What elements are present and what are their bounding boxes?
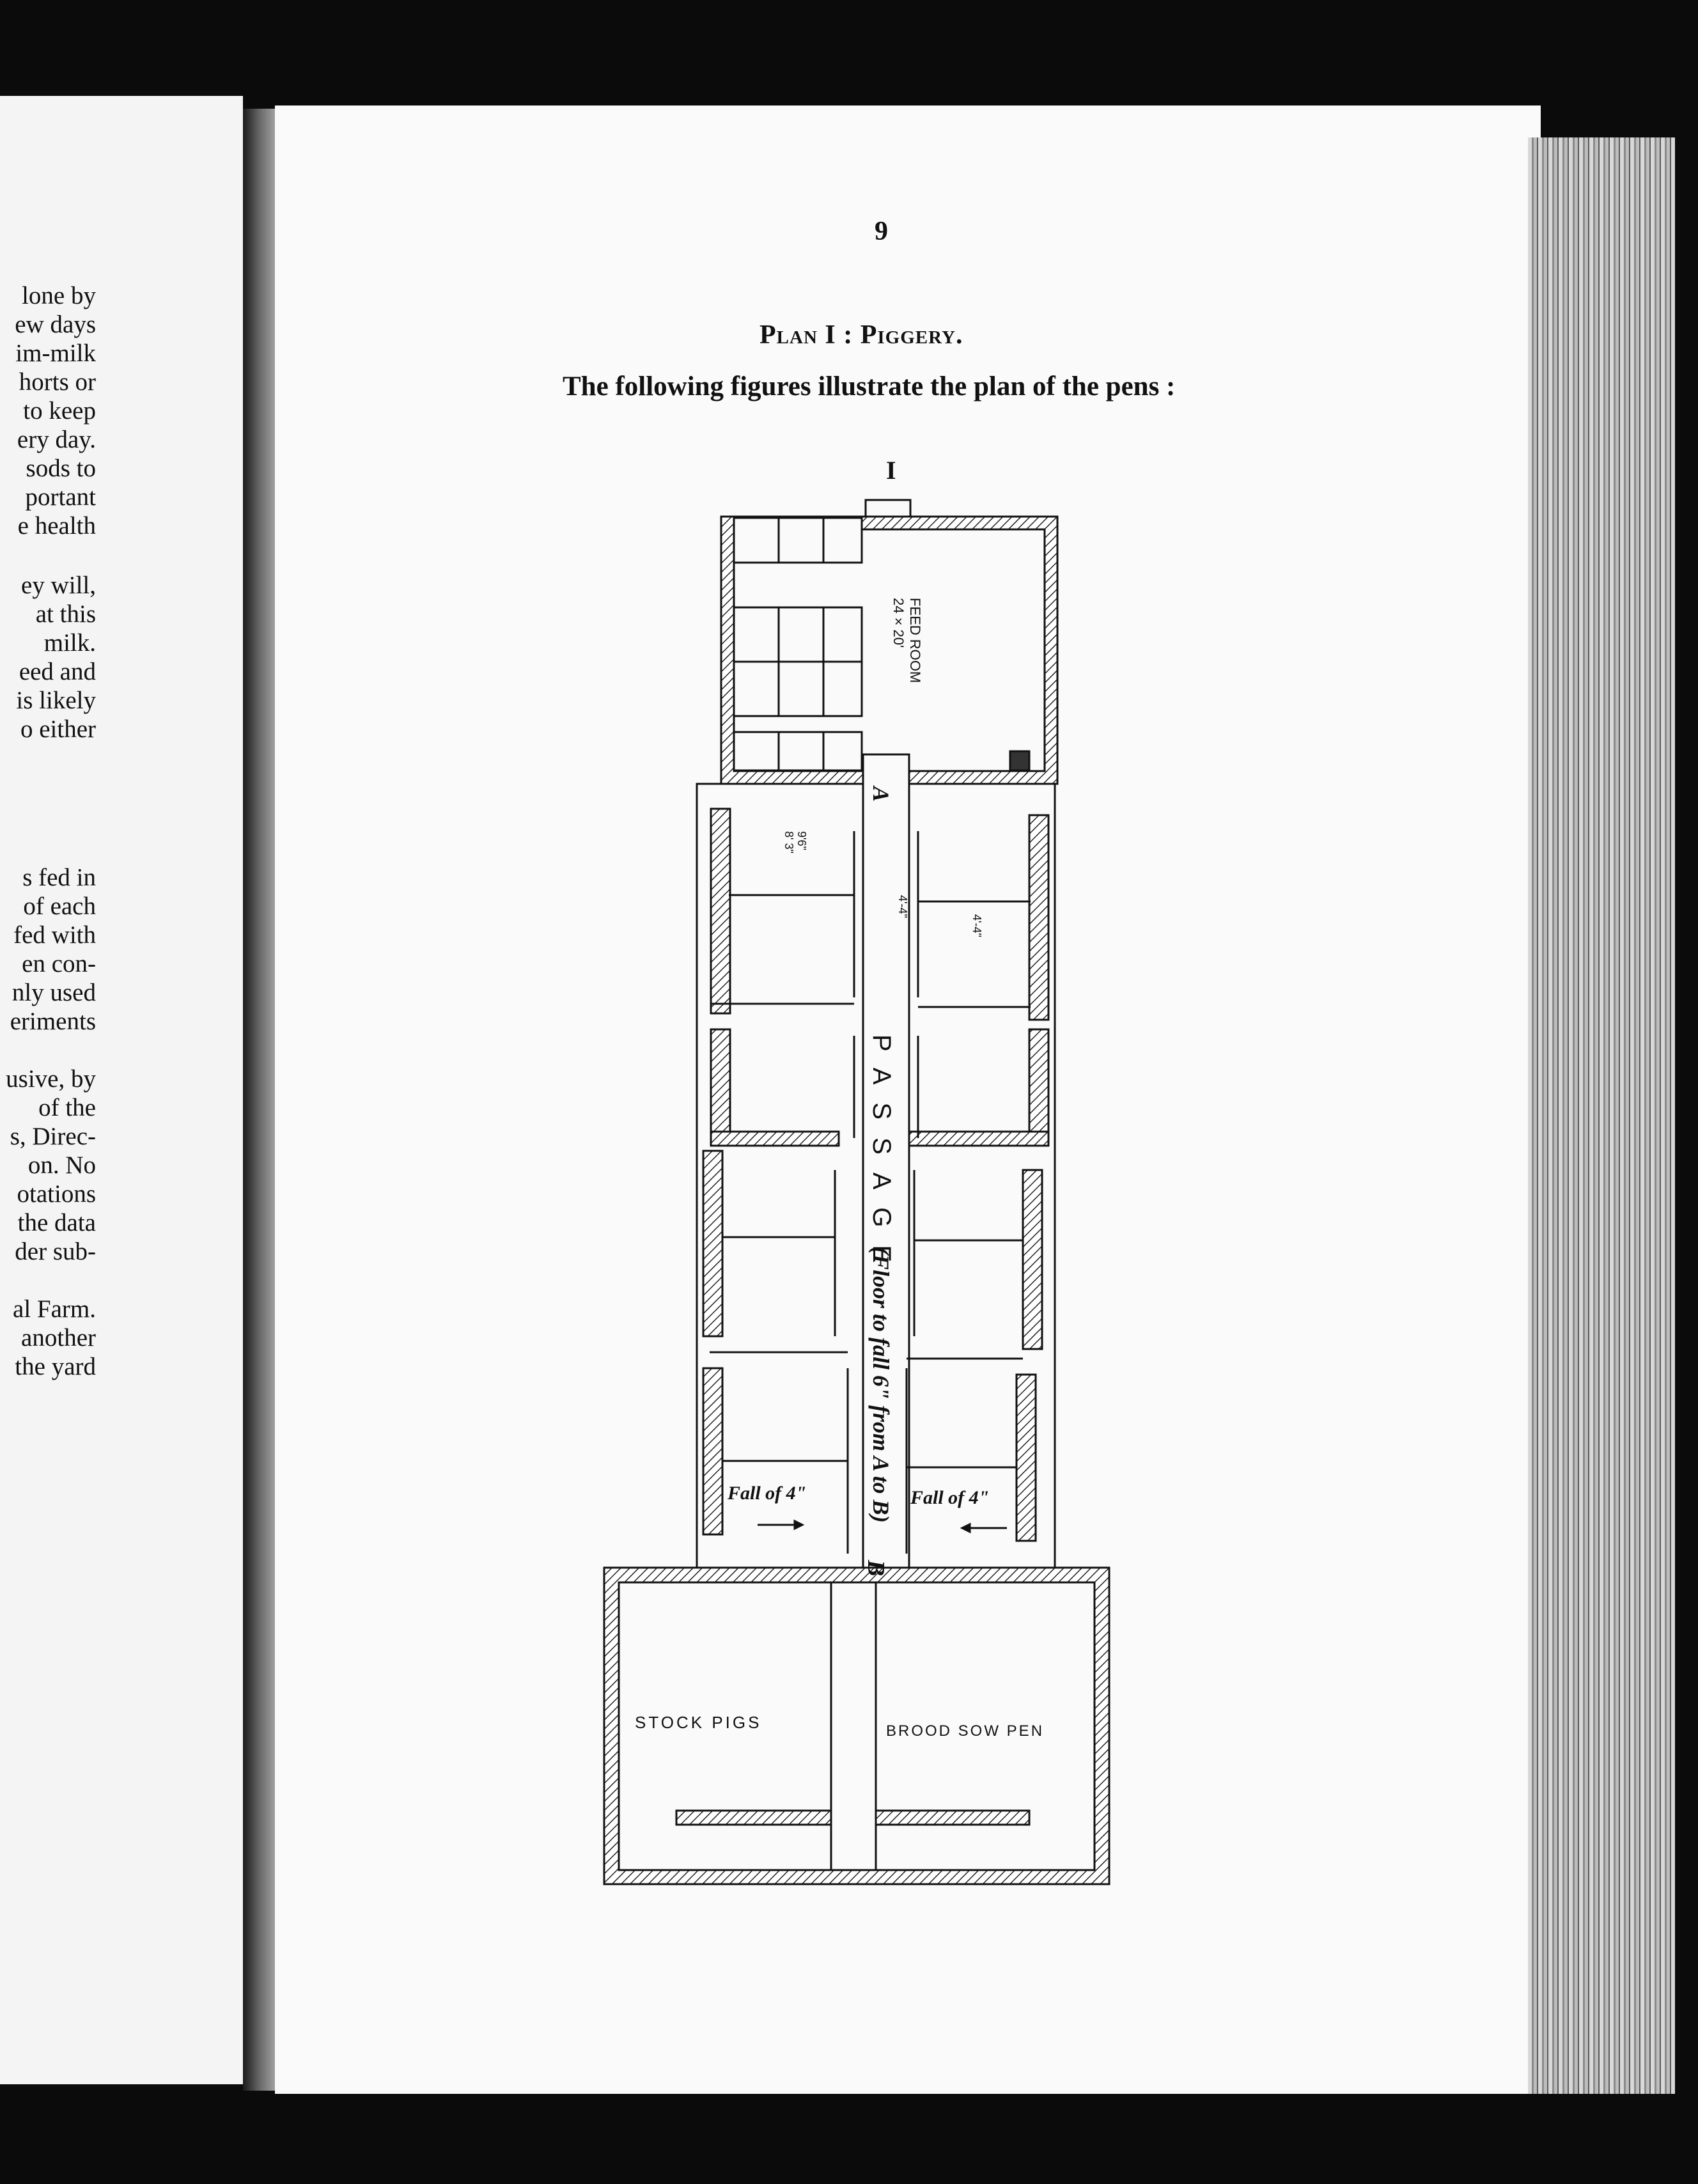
left-page-line: usive, by [6, 1065, 96, 1093]
point-a-label: A [868, 786, 894, 802]
left-page-line: otations [17, 1180, 96, 1208]
left-page-line: lone by [22, 282, 96, 309]
left-page-line: o either [20, 715, 96, 743]
left-page-line: is likely [16, 687, 96, 714]
left-page-line: the data [17, 1209, 96, 1236]
left-page-line: horts or [19, 368, 96, 396]
plan-title: Plan I : Piggery. [759, 320, 963, 350]
left-page-line: sods to [26, 455, 96, 482]
fall-left-label: Fall of 4" [728, 1483, 807, 1504]
left-page-line: at this [35, 600, 96, 628]
left-page-line: milk. [43, 629, 96, 657]
left-page-line: en con- [22, 950, 96, 978]
left-page-line: s, Direc- [10, 1123, 96, 1150]
left-page-line: al Farm. [13, 1295, 96, 1323]
left-page-line: on. No [27, 1151, 96, 1179]
left-page-line: der sub- [15, 1238, 96, 1265]
point-b-label: B [862, 1560, 889, 1577]
fall-right-label: Fall of 4" [910, 1487, 990, 1508]
pen-dims-a: 9'6" [795, 831, 808, 850]
passage-note: (Floor to fall 6" from A to B) [868, 1247, 894, 1523]
left-page-line: portant [25, 483, 96, 511]
trough-dims-a: 4'-4" [896, 895, 909, 918]
left-page-line: im-milk [15, 339, 96, 367]
plan-walls [604, 500, 1109, 1884]
left-page-line: of the [38, 1094, 96, 1121]
left-page-line: fed with [13, 921, 96, 949]
pen-dims-b: 8' 3" [783, 831, 795, 854]
figure-caption: The following figures illustrate the plan of the pens : [563, 371, 1176, 402]
feed-room-size: 24 × 20' [891, 598, 907, 648]
left-page-line: eed and [19, 658, 96, 685]
left-page-line: ey will, [21, 572, 96, 599]
left-page-line: nly used [12, 979, 96, 1006]
left-page-line: ew days [15, 311, 96, 338]
feed-room-label: FEED ROOM [907, 598, 923, 683]
trough-dims-b: 4'-4" [970, 914, 983, 937]
passage-label: PASSAGE [868, 1034, 896, 1281]
figure-number: I [886, 456, 896, 485]
left-page-line: another [21, 1324, 96, 1352]
brood-sow-pen-label: BROOD SOW PEN [886, 1722, 1045, 1740]
left-page-line: s fed in [22, 864, 96, 891]
left-page-line: e health [17, 512, 96, 540]
left-page-line: to keep [23, 397, 96, 425]
stock-pigs-label: STOCK PIGS [635, 1713, 762, 1732]
page-number: 9 [875, 217, 888, 246]
left-page-line: of each [23, 893, 96, 920]
left-page-line: the yard [15, 1353, 96, 1380]
left-page-line: ery day. [17, 426, 96, 453]
left-page-line: eriments [10, 1008, 96, 1035]
